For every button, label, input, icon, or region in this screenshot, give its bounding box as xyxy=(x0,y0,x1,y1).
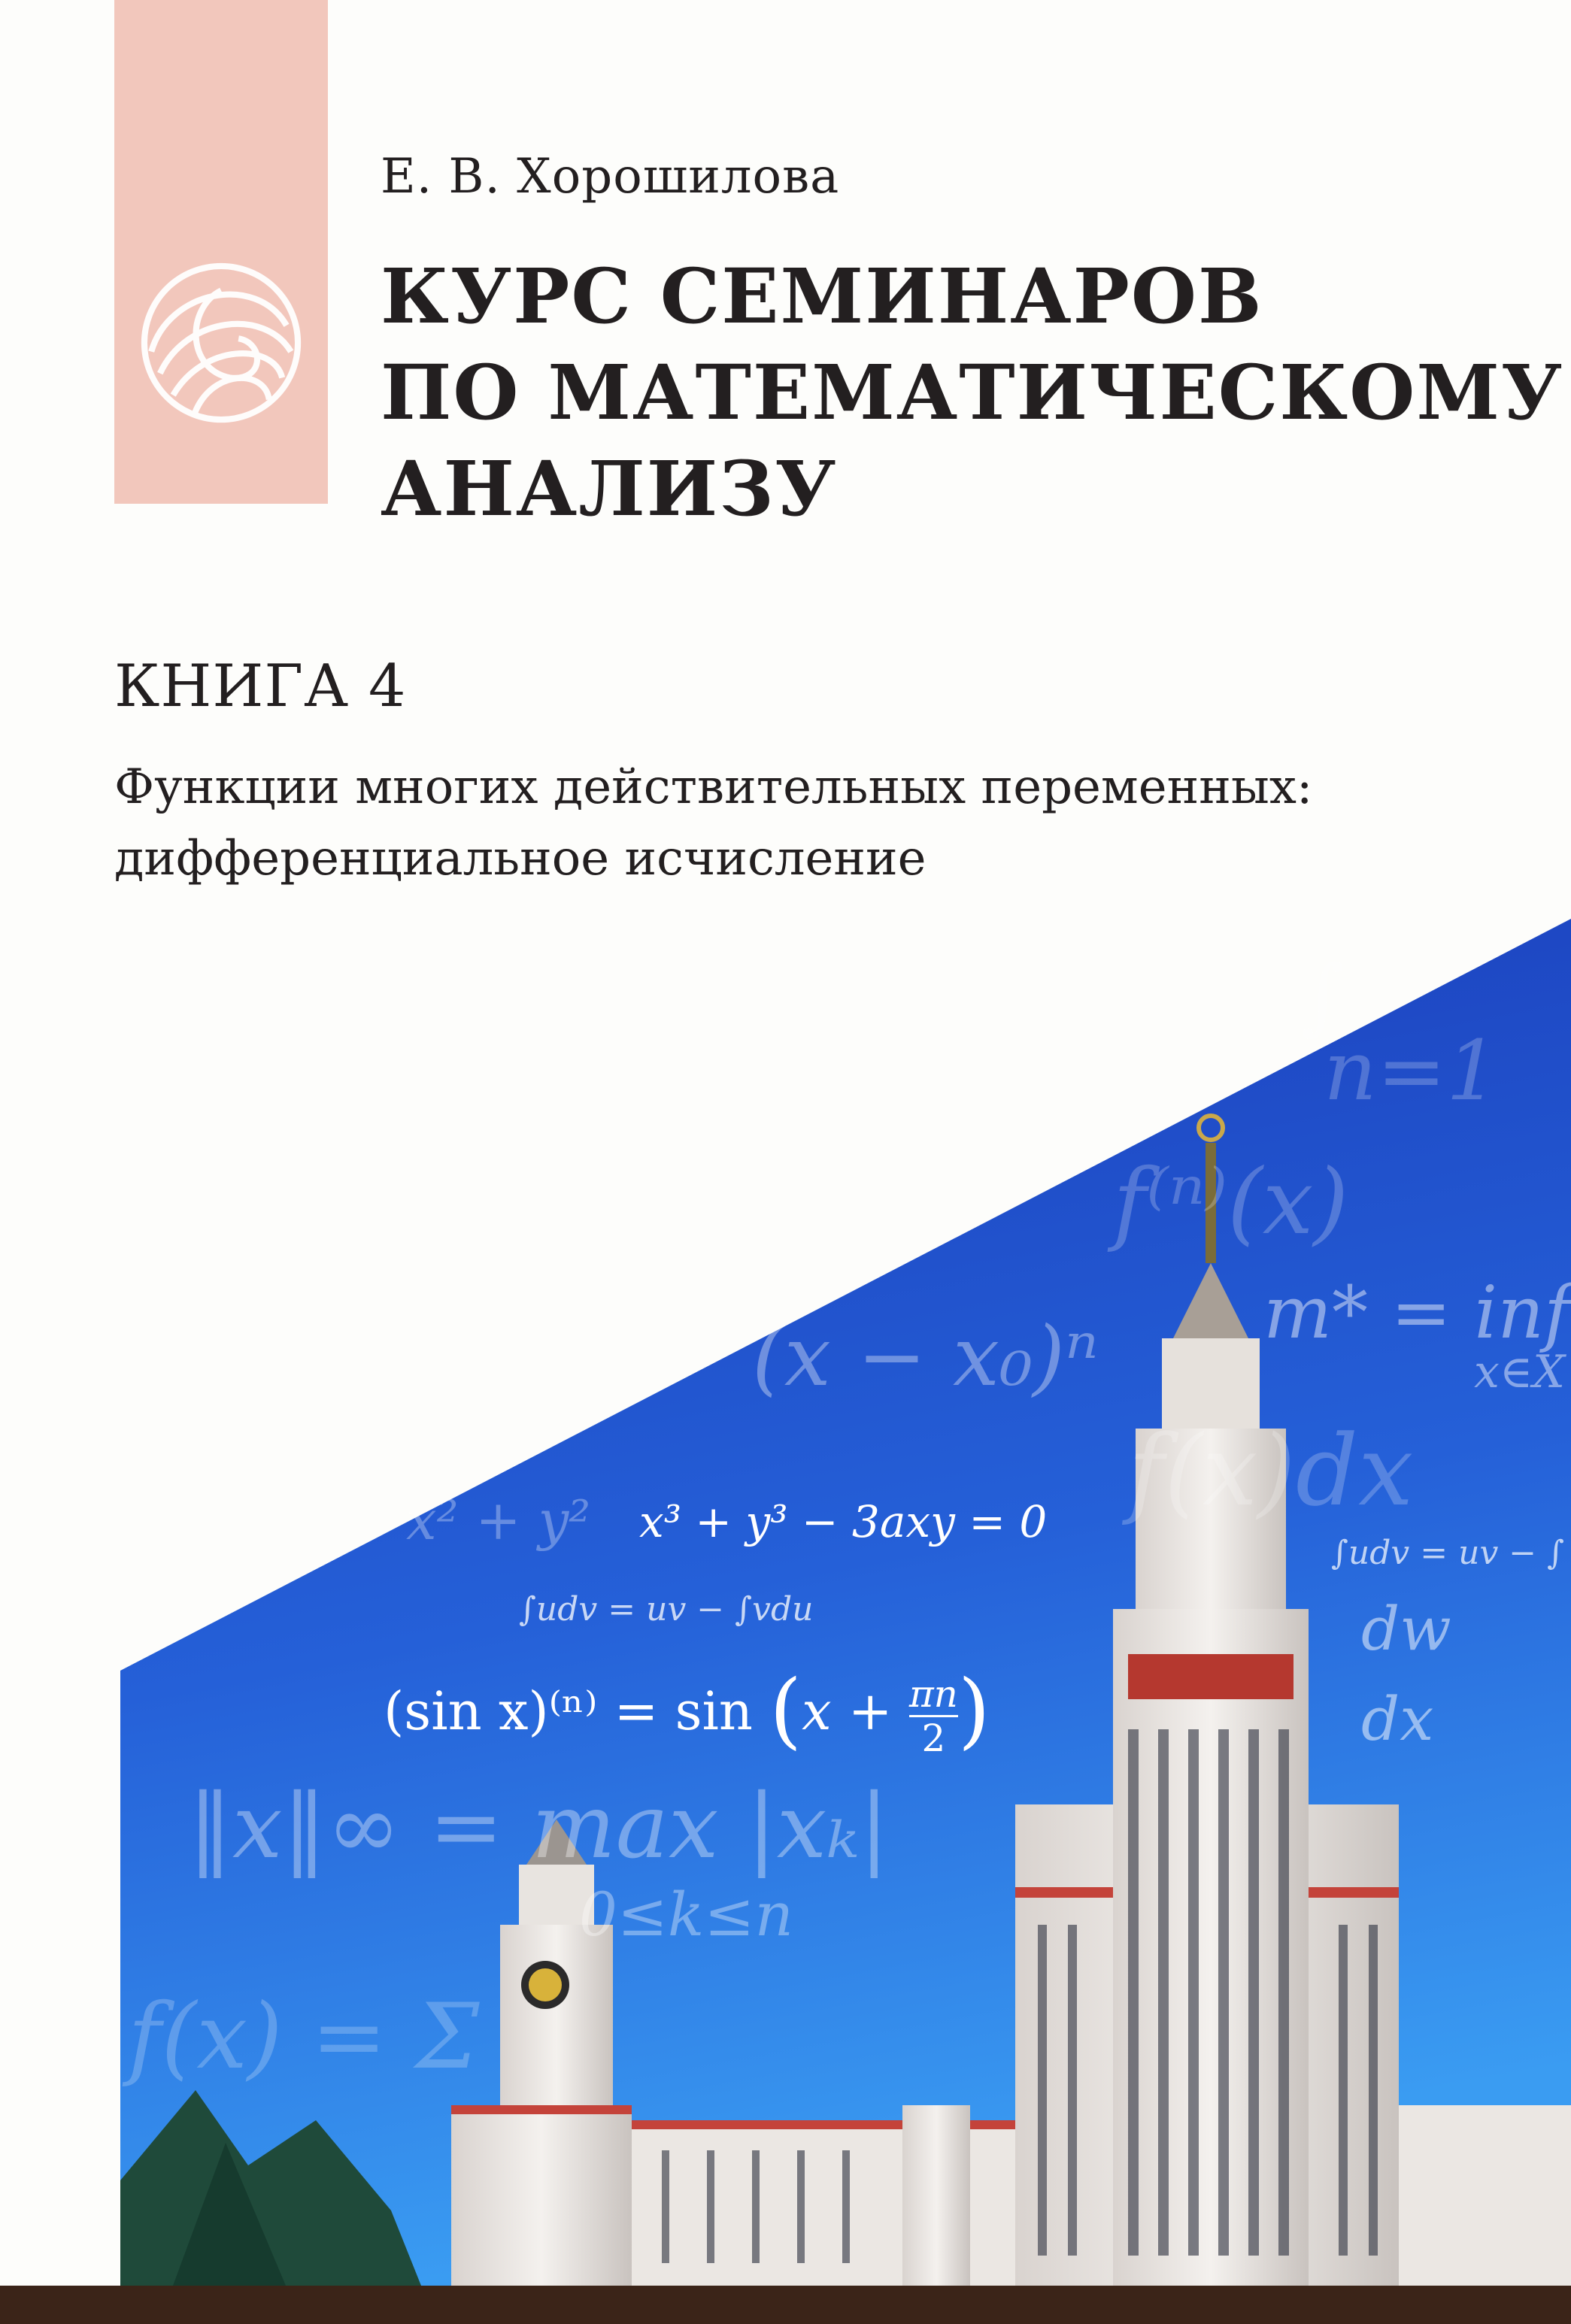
formula-sin-derivative: (sin x)⁽ⁿ⁾ = sin (x + $\frac{\pi n}{2}$ ) xyxy=(384,1662,990,1760)
formula-integration-by-parts: ∫udv = uv − ∫vdu xyxy=(519,1590,814,1629)
title-line: АНАЛИЗУ xyxy=(381,444,838,533)
sin-derivative-frac-top: πn xyxy=(908,1671,958,1716)
bottom-edge xyxy=(0,2286,1571,2324)
formula-norm-sub: 0≤k≤n xyxy=(579,1880,793,1950)
sin-derivative-left: (sin x)⁽ⁿ⁾ = sin xyxy=(384,1680,753,1742)
bg-formula-integral-dx: f(x)dx xyxy=(1128,1413,1414,1528)
bg-formula-circle: x² + y² xyxy=(406,1489,591,1552)
bg-formula-inf-sub: x∈X xyxy=(1474,1346,1565,1398)
sin-derivative-arg: x + xyxy=(802,1680,893,1742)
bg-formula-dw: dw xyxy=(1361,1594,1451,1664)
bg-formula-taylor: (x − x₀)ⁿ xyxy=(752,1308,1099,1404)
norm-left: ‖x‖∞ = xyxy=(188,1774,504,1878)
sin-derivative-frac-bottom: 2 xyxy=(921,1716,946,1760)
subtitle-line: дифференциальное исчисление xyxy=(114,831,927,886)
volume-label: КНИГА 4 xyxy=(114,653,407,720)
title-line: ПО МАТЕМАТИЧЕСКОМУ xyxy=(381,348,1564,437)
bg-formula-dx: dx xyxy=(1361,1684,1434,1754)
formula-norm xyxy=(188,1774,889,1878)
norm-right: max |xₖ| xyxy=(531,1774,890,1878)
bg-formula-series: f(x) = Σ xyxy=(128,1985,480,2089)
bg-formula-nth-derivative: f⁽ⁿ⁾(x) xyxy=(1113,1150,1349,1255)
bg-formula-inf: m* = inf xyxy=(1263,1271,1571,1355)
author-name: Е. В. Хорошилова xyxy=(381,149,840,205)
bg-formula-parts-right: ∫udv = uv − ∫ xyxy=(1331,1534,1565,1572)
bg-formula-sum-range: n=1 xyxy=(1324,1023,1499,1119)
subtitle-line: Функции многих действительных переменных: xyxy=(114,759,1313,815)
bg-formula-integral-sign: ∫ xyxy=(1301,947,1345,1044)
formula-folium: x³ + y³ − 3axy = 0 xyxy=(639,1496,1048,1547)
title-line: КУРС СЕМИНАРОВ xyxy=(381,252,1263,341)
